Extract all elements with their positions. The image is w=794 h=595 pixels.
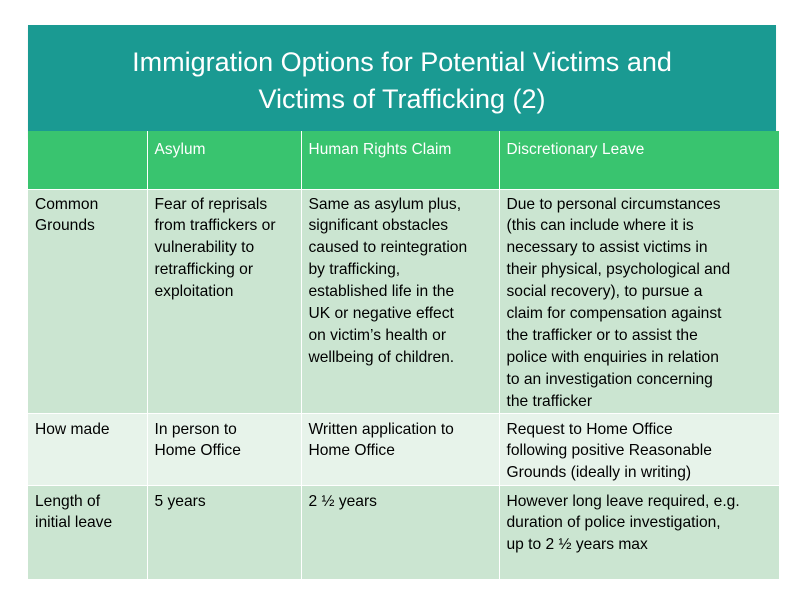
cell-line: retrafficking or <box>154 261 254 279</box>
cell-line: vulnerability to <box>154 239 255 257</box>
cell-line: 2 ½ years <box>308 492 377 510</box>
cell-line: from traffickers or <box>154 217 276 235</box>
cell-line: following positive Reasonable <box>506 442 712 460</box>
title-line-2: Victims of Trafficking (2) <box>258 83 546 114</box>
human-rights-cell <box>301 485 499 579</box>
cell-line: Request to Home Office <box>506 420 673 438</box>
cell-line: wellbeing of children. <box>308 348 455 366</box>
table-row-how-made <box>28 413 779 485</box>
cell-line: Home Office <box>154 442 241 460</box>
cell-line: Home Office <box>308 442 395 460</box>
cell-line: necessary to assist victims in <box>506 239 708 257</box>
human-rights-cell <box>301 413 499 485</box>
cell-line: to an investigation concerning <box>506 370 713 388</box>
cell-line: Length of <box>35 492 101 510</box>
title-line-1: Immigration Options for Potential Victims and <box>132 46 672 77</box>
discretionary-leave-cell <box>499 413 779 485</box>
header-cell-discretionary-leave: Discretionary Leave <box>499 131 779 189</box>
cell-line: In person to <box>154 420 237 438</box>
cell-line: up to 2 ½ years max <box>506 536 648 554</box>
header-cell-human-rights-claim: Human Rights Claim <box>301 131 499 189</box>
cell-line: Same as asylum plus, <box>308 195 462 213</box>
human-rights-cell <box>301 189 499 413</box>
cell-line: established life in the <box>308 283 455 301</box>
cell-line: (this can include where it is <box>506 217 694 235</box>
cell-line: Grounds (ideally in writing) <box>506 464 692 482</box>
cell-line: caused to reintegration <box>308 239 468 257</box>
discretionary-leave-cell <box>499 485 779 579</box>
cell-line: Written application to <box>308 420 454 438</box>
cell-line: the trafficker <box>506 392 593 410</box>
table-row-length-of-initial-leave <box>28 485 779 579</box>
table-row-common-grounds <box>28 189 779 413</box>
cell-line: 5 years <box>154 492 206 510</box>
cell-line: police with enquiries in relation <box>506 348 719 366</box>
header-cell-empty <box>28 131 147 189</box>
cell-line: initial leave <box>35 514 113 532</box>
slide-title <box>42 44 762 118</box>
row-label-cell <box>28 189 147 413</box>
cell-line: claim for compensation against <box>506 305 722 323</box>
cell-line: However long leave required, e.g. <box>506 492 740 510</box>
immigration-options-table <box>28 131 779 580</box>
cell-line: by trafficking, <box>308 261 401 279</box>
cell-line: Grounds <box>35 217 95 235</box>
cell-line: UK or negative effect <box>308 305 454 323</box>
asylum-cell <box>147 485 301 579</box>
row-label-cell <box>28 485 147 579</box>
cell-line: social recovery), to pursue a <box>506 283 703 301</box>
row-label-cell <box>28 413 147 485</box>
asylum-cell <box>147 189 301 413</box>
title-bar <box>28 25 776 138</box>
cell-line: Fear of reprisals <box>154 195 268 213</box>
header-cell-asylum: Asylum <box>147 131 301 189</box>
cell-line: Due to personal circumstances <box>506 195 721 213</box>
cell-line: the trafficker or to assist the <box>506 326 698 344</box>
cell-line: on victim’s health or <box>308 326 447 344</box>
asylum-cell <box>147 413 301 485</box>
discretionary-leave-cell <box>499 189 779 413</box>
cell-line: Common <box>35 195 99 213</box>
cell-line: duration of police investigation, <box>506 514 721 532</box>
cell-line: exploitation <box>154 283 234 301</box>
cell-line: How made <box>35 420 110 438</box>
cell-line: significant obstacles <box>308 217 449 235</box>
cell-line: their physical, psychological and <box>506 261 731 279</box>
table-header-row <box>28 131 779 189</box>
